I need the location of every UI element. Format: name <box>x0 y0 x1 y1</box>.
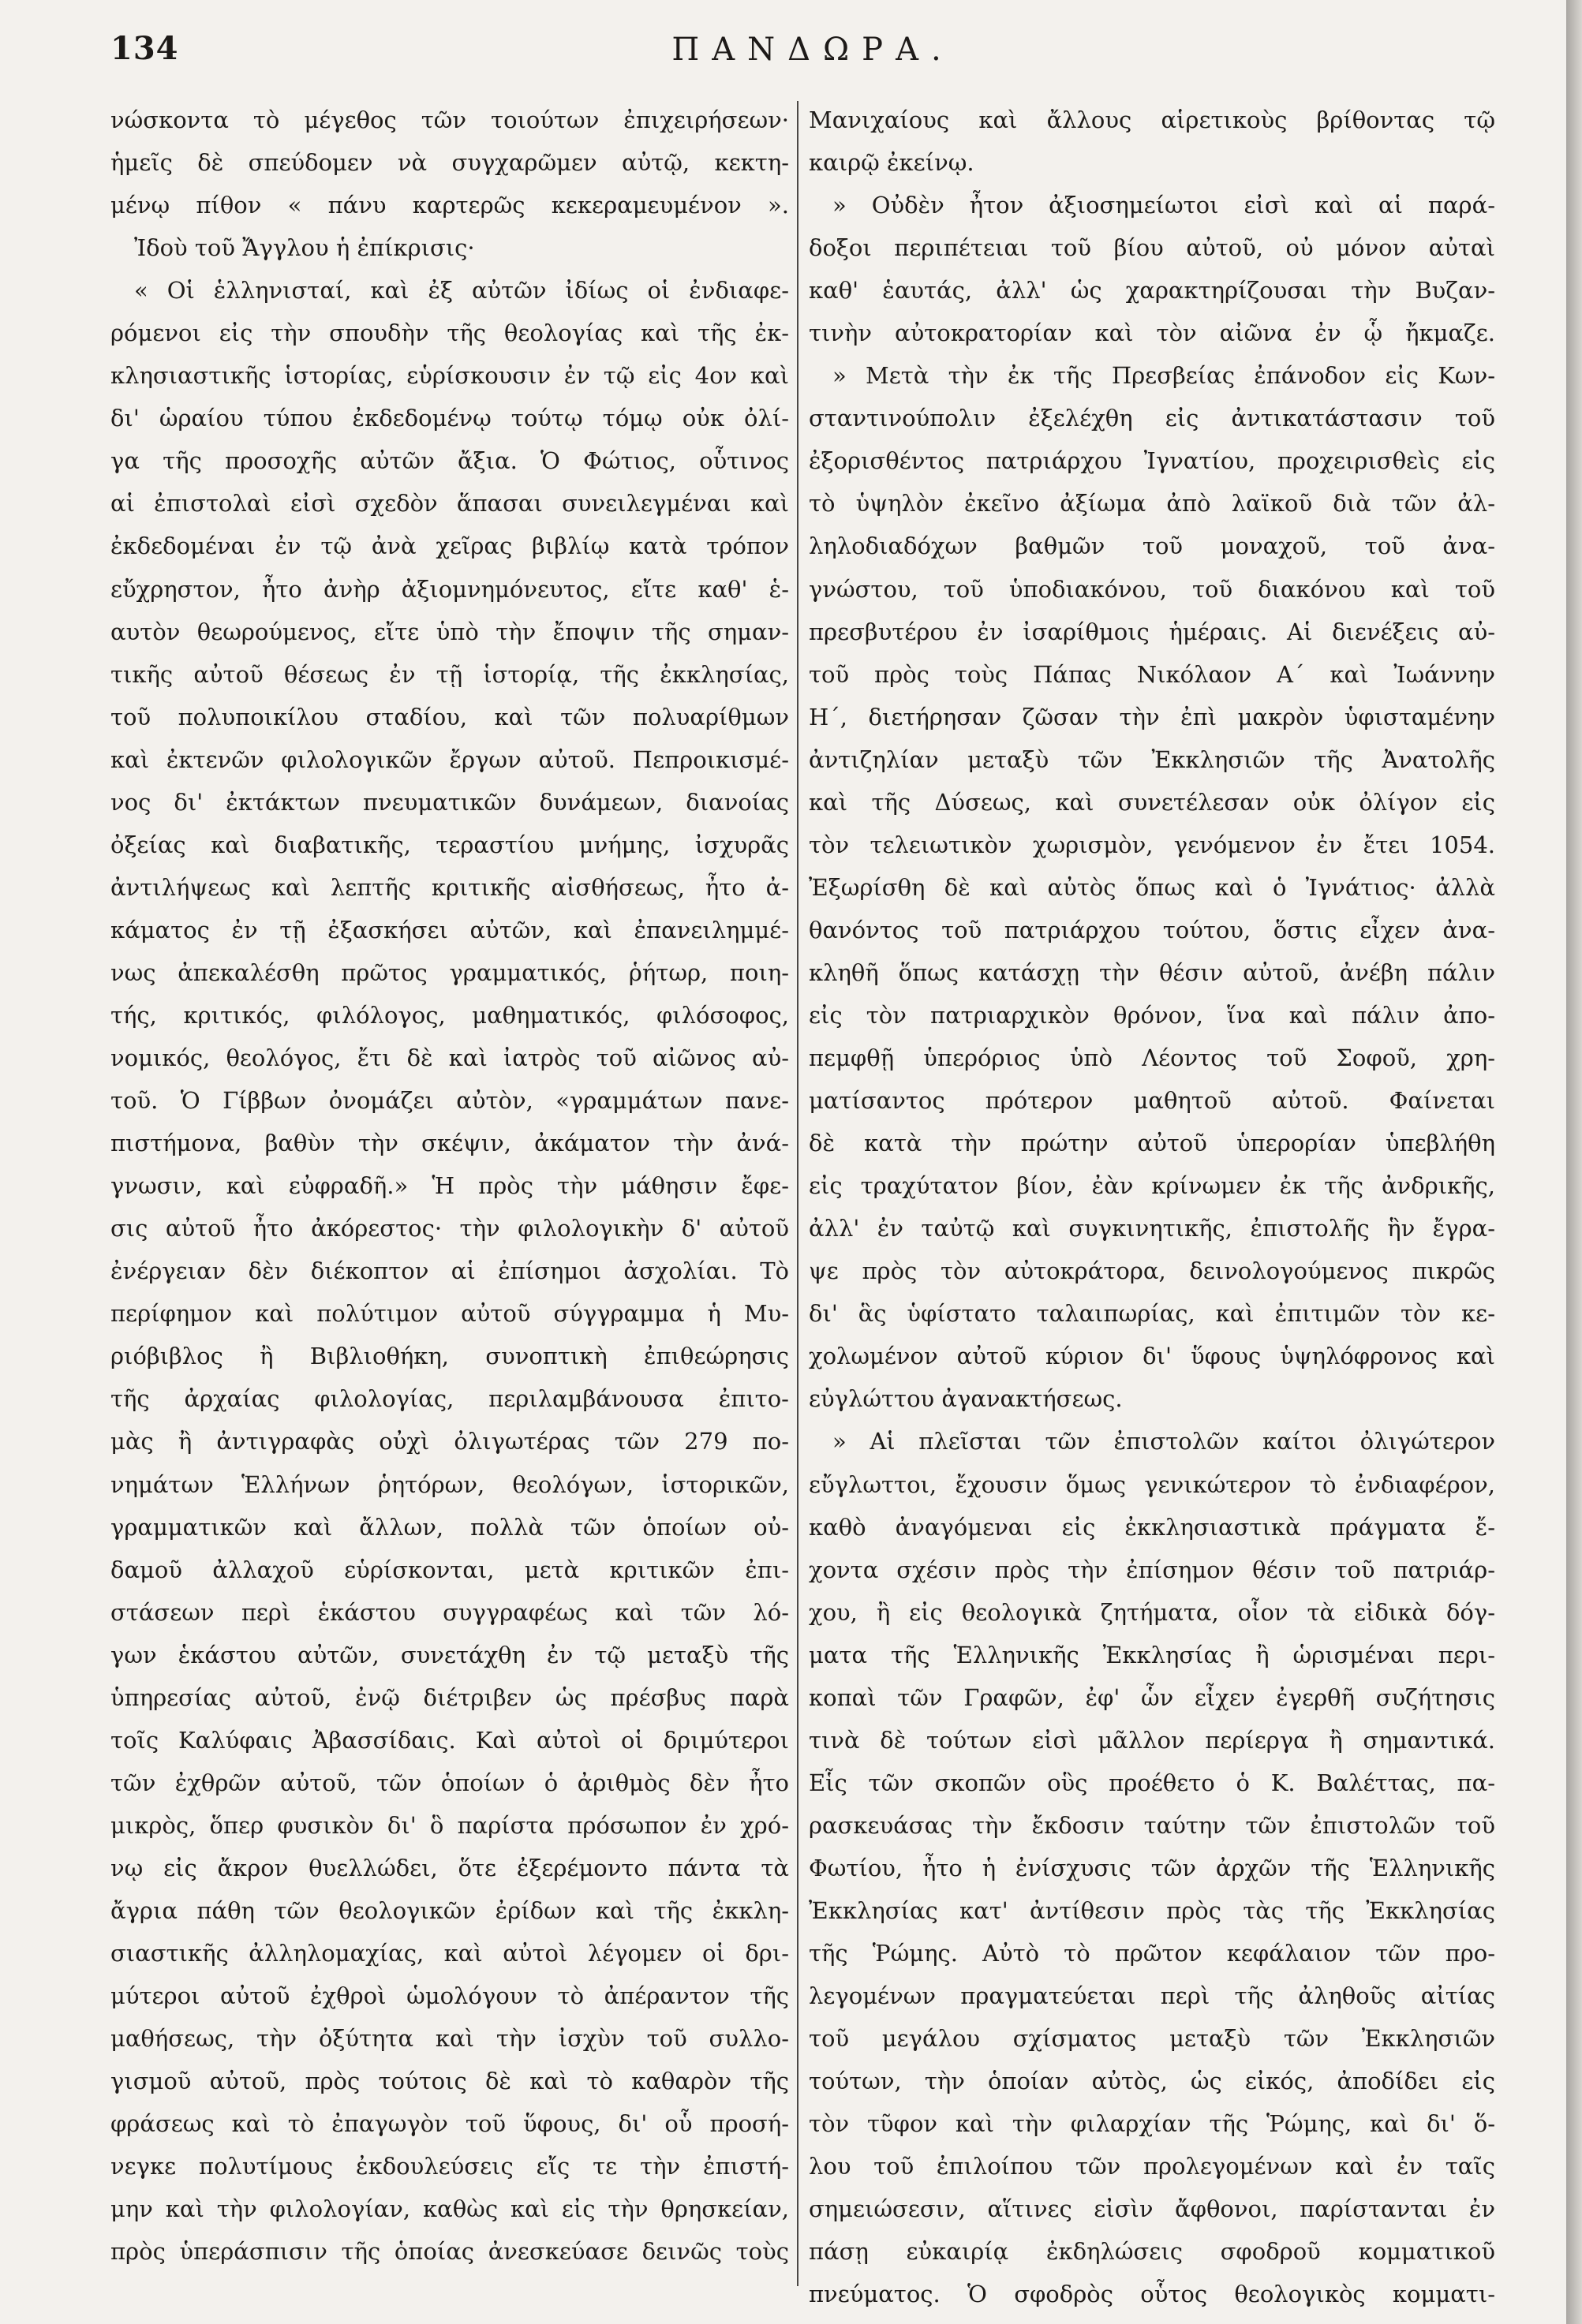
text-line: τούτων, τὴν ὁποίαν αὐτὸς, ὡς εἰκός, ἀποδίδει εἰς <box>809 2068 1495 2095</box>
text-line: περίφημον καὶ πολύτιμον αὐτοῦ σύγγραμμα ἡ Μυ- <box>110 1300 789 1328</box>
text-line: αυτὸν θεωρούμενος, εἴτε ὑπὸ τὴν ἔποψιν τῆς σημαν- <box>110 618 789 645</box>
text-line: γισμοῦ αὐτοῦ, πρὸς τούτοις δὲ καὶ τὸ καθαρὸν τῆς <box>110 2068 789 2095</box>
text-line: ματα τῆς Ἑλληνικῆς Ἐκκλησίας ἢ ὡρισμέναι περι- <box>809 1641 1495 1668</box>
text-line: νως ἀπεκαλέσθη πρῶτος γραμματικός, ῥήτωρ, ποιη- <box>110 958 789 986</box>
text-line: Η΄, διετήρησαν ζῶσαν τὴν ἐπὶ μακρὸν ὑφισταμένην <box>809 703 1495 730</box>
text-line: τὸ ὑψηλὸν ἐκεῖνο ἀξίωμα ἀπὸ λαϊκοῦ διὰ τῶν ἀλ- <box>809 490 1495 517</box>
text-line: νῳ εἰς ἄκρον θυελλώδει, ὅτε ἐξερέμοντο πάντα τὰ <box>110 1854 789 1881</box>
left-text-column <box>110 99 789 2273</box>
text-line: τῆς ἀρχαίας φιλολογίας, περιλαμβάνουσα ἐπιτο- <box>110 1385 789 1413</box>
text-line: ἐκδεδομέναι ἐν τῷ ἀνὰ χεῖρας βιβλίῳ κατὰ τρόπον <box>110 532 789 560</box>
column-divider <box>797 101 798 2286</box>
text-line: κοπαὶ τῶν Γραφῶν, ἐφ' ὧν εἶχεν ἐγερθῆ συζήτησις <box>809 1683 1495 1711</box>
text-line: τοῦ. Ὁ Γίββων ὀνομάζει αὐτὸν, «γραμμάτων πανε- <box>110 1087 789 1115</box>
text-line: θανόντος τοῦ πατριάρχου τούτου, ὅστις εἶχεν ἀνα- <box>809 916 1495 943</box>
text-line: τής, κριτικός, φιλόλογος, μαθηματικός, φιλόσοφος, <box>110 1001 789 1029</box>
text-line: δι' ὡραίου τύπου ἐκδεδομένῳ τούτῳ τόμῳ οὐκ ὀλί- <box>110 405 789 432</box>
text-line: ριόβιβλος ἢ Βιβλιοθήκη, συνοπτικὴ ἐπιθεώρησις <box>110 1343 789 1370</box>
text-line: Μανιχαίους καὶ ἄλλους αἱρετικοὺς βρίθοντας τῷ <box>809 106 1495 133</box>
right-text-column <box>809 99 1495 2315</box>
text-line: τῶν ἐχθρῶν αὐτοῦ, τῶν ὁποίων ὁ ἀριθμὸς δὲν ἦτο <box>110 1769 789 1796</box>
text-line: γων ἑκάστου αὐτῶν, συνετάχθη ἐν τῷ μεταξὺ τῆς <box>110 1641 789 1668</box>
text-line: φράσεως καὶ τὸ ἐπαγωγὸν τοῦ ὕφους, δι' οὗ προσή- <box>110 2110 789 2138</box>
text-line: χοντα σχέσιν πρὸς τὴν ἐπίσημον θέσιν τοῦ πατριάρ- <box>809 1556 1495 1583</box>
text-line: τοῦ μεγάλου σχίσματος μεταξὺ τῶν Ἐκκλησιῶν <box>809 2025 1495 2053</box>
text-line: σιαστικῆς ἀλληλομαχίας, καὶ αὐτοὶ λέγομεν οἱ δρι- <box>110 1940 789 1967</box>
text-line: ψε πρὸς τὸν αὐτοκράτορα, δεινολογούμενος πικρῶς <box>809 1257 1495 1285</box>
text-line: τινὴν αὐτοκρατορίαν καὶ τὸν αἰῶνα ἐν ᾧ ἤκμαζε. <box>809 319 1495 347</box>
page-header <box>110 30 1515 77</box>
text-line: τὸν τῦφον καὶ τὴν φιλαρχίαν τῆς Ῥώμης, καὶ δι' ὅ- <box>809 2110 1495 2138</box>
text-line: δὲ κατὰ τὴν πρώτην αὐτοῦ ὑπερορίαν ὑπεβλήθη <box>809 1130 1495 1157</box>
text-line: ὀξείας καὶ διαβατικῆς, τεραστίου μνήμης, ἰσχυρᾶς <box>110 831 789 858</box>
text-line: ἄγρια πάθη τῶν θεολογικῶν ἐρίδων καὶ τῆς ἐκκλη- <box>110 1896 789 1924</box>
text-line: Φωτίου, ἦτο ἡ ἐνίσχυσις τῶν ἀρχῶν τῆς Ἑλληνικῆς <box>809 1854 1495 1881</box>
text-line: ἐνέργειαν δὲν διέκοπτον αἱ ἐπίσημοι ἀσχολίαι. Τὸ <box>110 1257 789 1285</box>
text-line: εὐγλώττου ἀγανακτήσεως. <box>809 1385 1123 1413</box>
text-line: ἀντιζηλίαν μεταξὺ τῶν Ἐκκλησιῶν τῆς Ἀνατολῆς <box>809 745 1495 773</box>
text-line: καιρῷ ἐκείνῳ. <box>809 149 974 177</box>
text-line: σις αὐτοῦ ἦτο ἀκόρεστος· τὴν φιλολογικὴν δ' αὐτοῦ <box>110 1215 789 1242</box>
text-line: πρὸς ὑπεράσπισιν τῆς ὁποίας ἀνεσκεύασε δεινῶς τοὺς <box>110 2238 789 2266</box>
text-line: ρασκευάσας τὴν ἔκδοσιν ταύτην τῶν ἐπιστολῶν τοῦ <box>809 1811 1495 1839</box>
text-line: τοῦ πολυποικίλου σταδίου, καὶ τῶν πολυαρίθμων <box>110 703 789 730</box>
text-line: Εἷς τῶν σκοπῶν οὓς προέθετο ὁ Κ. Βαλέττας, πα- <box>809 1769 1495 1796</box>
text-line: δι' ἃς ὑφίστατο ταλαιπωρίας, καὶ ἐπιτιμῶν τὸν κε- <box>809 1300 1495 1328</box>
text-line: καθὸ ἀναγόμεναι εἰς ἐκκλησιαστικὰ πράγματα ἔ- <box>809 1513 1495 1541</box>
text-line: τοῦ πρὸς τοὺς Πάπας Νικόλαον Α΄ καὶ Ἰωάννην <box>809 660 1495 688</box>
text-line: μένῳ πίθον « πάνυ καρτερῶς κεκεραμευμένον ». <box>110 192 789 219</box>
text-line: εἰς τὸν πατριαρχικὸν θρόνον, ἵνα καὶ πάλιν ἀπο- <box>809 1001 1495 1029</box>
text-line: κλησιαστικῆς ἱστορίας, εὑρίσκουσιν ἐν τῷ εἰς 4ον καὶ <box>110 362 789 390</box>
text-line: » Οὐδὲν ἦτον ἀξιοσημείωτοι εἰσὶ καὶ αἱ παρά- <box>832 192 1495 219</box>
text-line: καθ' ἑαυτάς, ἀλλ' ὡς χαρακτηρίζουσαι τὴν Βυζαν- <box>809 277 1495 305</box>
text-line: μην καὶ τὴν φιλολογίαν, καθὼς καὶ εἰς τὴν θρησκείαν, <box>110 2195 789 2223</box>
text-line: γραμματικῶν καὶ ἄλλων, πολλὰ τῶν ὁποίων οὐ- <box>110 1513 789 1541</box>
text-line: σημειώσεσιν, αἵτινες εἰσὶν ἄφθονοι, παρίστανται ἐν <box>809 2195 1495 2223</box>
text-line: « Οἱ ἑλληνισταί, καὶ ἐξ αὐτῶν ἰδίως οἱ ἐνδιαφε- <box>134 277 789 305</box>
text-line: καὶ ἐκτενῶν φιλολογικῶν ἔργων αὐτοῦ. Πεπροικισμέ- <box>110 745 789 773</box>
text-line: μύτεροι αὐτοῦ ἐχθροὶ ὡμολόγουν τὸ ἀπέραντον τῆς <box>110 1982 789 2010</box>
text-line: ἀντιλήψεως καὶ λεπτῆς κριτικῆς αἰσθήσεως, ἦτο ἀ- <box>110 873 789 901</box>
text-line: πιστήμονα, βαθὺν τὴν σκέψιν, ἀκάματον τὴν ἀνά- <box>110 1130 789 1157</box>
text-line: ὑπηρεσίας αὐτοῦ, ἐνῷ διέτριβεν ὡς πρέσβυς παρὰ <box>110 1683 789 1711</box>
text-line: γα τῆς προσοχῆς αὐτῶν ἄξια. Ὁ Φώτιος, οὗτινος <box>110 447 789 475</box>
page-edge-shadow <box>1566 0 1582 2324</box>
text-line: καὶ τῆς Δύσεως, καὶ συνετέλεσαν οὐκ ὀλίγον εἰς <box>809 788 1495 816</box>
text-line: χολωμένον αὐτοῦ κύριον δι' ὕφους ὑψηλόφρονος καὶ <box>809 1343 1495 1370</box>
text-line: ἐξορισθέντος πατριάρχου Ἰγνατίου, προχειρισθεὶς εἰς <box>809 447 1495 475</box>
text-line: νομικός, θεολόγος, ἔτι δὲ καὶ ἰατρὸς τοῦ αἰῶνος αὐ- <box>110 1044 789 1072</box>
text-line: τικῆς αὐτοῦ θέσεως ἐν τῇ ἱστορίᾳ, τῆς ἐκκλησίας, <box>110 660 789 688</box>
text-line: » Μετὰ τὴν ἐκ τῆς Πρεσβείας ἐπάνοδον εἰς Κων- <box>832 362 1495 390</box>
text-line: πνεύματος. Ὁ σφοδρὸς οὗτος θεολογικὸς κομματι- <box>809 2281 1495 2308</box>
text-line: εὔχρηστον, ἦτο ἀνὴρ ἀξιομνημόνευτος, εἴτε καθ' ἑ- <box>110 575 789 603</box>
page-number: 134 <box>110 30 179 67</box>
text-line: λεγομένων πραγματεύεται περὶ τῆς ἀληθοῦς αἰτίας <box>809 1982 1495 2010</box>
text-line: στάσεων περὶ ἑκάστου συγγραφέως καὶ τῶν λό- <box>110 1598 789 1626</box>
text-line: » Αἱ πλεῖσται τῶν ἐπιστολῶν καίτοι ὀλιγώτερον <box>832 1428 1495 1455</box>
text-line: εὔγλωττοι, ἔχουσιν ὅμως γενικώτερον τὸ ἐνδιαφέρον, <box>809 1470 1495 1498</box>
text-line: μαθήσεως, τὴν ὀξύτητα καὶ τὴν ἰσχὺν τοῦ συλλο- <box>110 2025 789 2053</box>
text-line: κληθῆ ὅπως κατάσχῃ τὴν θέσιν αὐτοῦ, ἀνέβη πάλιν <box>809 958 1495 986</box>
text-line: σταντινούπολιν ἐξελέχθη εἰς ἀντικατάστασιν τοῦ <box>809 405 1495 432</box>
text-line: νεγκε πολυτίμους ἐκδουλεύσεις εἴς τε τὴν ἐπιστή- <box>110 2153 789 2180</box>
text-line: μικρὸς, ὅπερ φυσικὸν δι' ὃ παρίστα πρόσωπον ἐν χρό- <box>110 1811 789 1839</box>
text-line: νώσκοντα τὸ μέγεθος τῶν τοιούτων ἐπιχειρήσεων· <box>110 106 789 133</box>
text-line: ἀλλ' ἐν ταὐτῷ καὶ συγκινητικῆς, ἐπιστολῆς ἣν ἔγρα- <box>809 1215 1495 1242</box>
text-line: μὰς ἢ ἀντιγραφὰς οὐχὶ ὀλιγωτέρας τῶν 279 πο- <box>110 1428 789 1455</box>
text-line: χου, ἢ εἰς θεολογικὰ ζητήματα, οἷον τὰ εἰδικὰ δόγ- <box>809 1598 1495 1626</box>
text-line: ματίσαντος πρότερον μαθητοῦ αὐτοῦ. Φαίνεται <box>809 1087 1495 1115</box>
text-line: νος δι' ἐκτάκτων πνευματικῶν δυνάμεων, διανοίας <box>110 788 789 816</box>
text-line: εἰς τραχύτατον βίον, ἐὰν κρίνωμεν ἐκ τῆς ἀνδρικῆς, <box>809 1172 1495 1200</box>
text-line: Ἰδοὺ τοῦ Ἄγγλου ἡ ἐπίκρισις· <box>134 234 475 262</box>
text-line: πρεσβυτέρου ἐν ἰσαρίθμοις ἡμέραις. Αἱ διενέξεις αὐ- <box>809 618 1495 645</box>
text-line: κάματος ἐν τῇ ἐξασκήσει αὐτῶν, καὶ ἐπανειλημμέ- <box>110 916 789 943</box>
text-line: νημάτων Ἑλλήνων ῥητόρων, θεολόγων, ἱστορικῶν, <box>110 1470 789 1498</box>
text-line: δαμοῦ ἀλλαχοῦ εὑρίσκονται, μετὰ κριτικῶν ἐπι- <box>110 1556 789 1583</box>
text-line: τοῖς Καλύφαις Ἀβασσίδαις. Καὶ αὐτοὶ οἱ δριμύτεροι <box>110 1726 789 1754</box>
text-line: λου τοῦ ἐπιλοίπου τῶν προλεγομένων καὶ ἐν ταῖς <box>809 2153 1495 2180</box>
text-line: Ἐκκλησίας κατ' ἀντίθεσιν πρὸς τὰς τῆς Ἐκκλησίας <box>809 1896 1495 1924</box>
text-line: τὸν τελειωτικὸν χωρισμὸν, γενόμενον ἐν ἔτει 1054. <box>809 831 1495 858</box>
text-line: τινὰ δὲ τούτων εἰσὶ μᾶλλον περίεργα ἢ σημαντικά. <box>809 1726 1495 1754</box>
text-line: γνωσιν, καὶ εὐφραδῆ.» Ἡ πρὸς τὴν μάθησιν ἔφε- <box>110 1172 789 1200</box>
text-line: ἡμεῖς δὲ σπεύδομεν νὰ συγχαρῶμεν αὐτῷ, κεκτη- <box>110 149 789 177</box>
text-line: πάσῃ εὐκαιρίᾳ ἐκδηλώσεις σφοδροῦ κομματικοῦ <box>809 2238 1495 2266</box>
text-line: αἱ ἐπιστολαὶ εἰσὶ σχεδὸν ἅπασαι συνειλεγμέναι καὶ <box>110 490 789 517</box>
text-line: ρόμενοι εἰς τὴν σπουδὴν τῆς θεολογίας καὶ τῆς ἐκ- <box>110 319 789 347</box>
text-line: πεμφθῇ ὑπερόριος ὑπὸ Λέοντος τοῦ Σοφοῦ, χρη- <box>809 1044 1495 1072</box>
text-line: Ἐξωρίσθη δὲ καὶ αὐτὸς ὅπως καὶ ὁ Ἰγνάτιος· ἀλλὰ <box>809 873 1495 901</box>
text-line: δοξοι περιπέτειαι τοῦ βίου αὐτοῦ, οὐ μόνον αὐταὶ <box>809 234 1495 262</box>
text-line: γνώστου, τοῦ ὑποδιακόνου, τοῦ διακόνου καὶ τοῦ <box>809 575 1495 603</box>
text-line: τῆς Ῥώμης. Αὐτὸ τὸ πρῶτον κεφάλαιον τῶν προ- <box>809 1940 1495 1967</box>
running-title: ΠΑΝΔΩΡΑ. <box>671 32 954 68</box>
text-line: ληλοδιαδόχων βαθμῶν τοῦ μοναχοῦ, τοῦ ἀνα- <box>809 532 1495 560</box>
